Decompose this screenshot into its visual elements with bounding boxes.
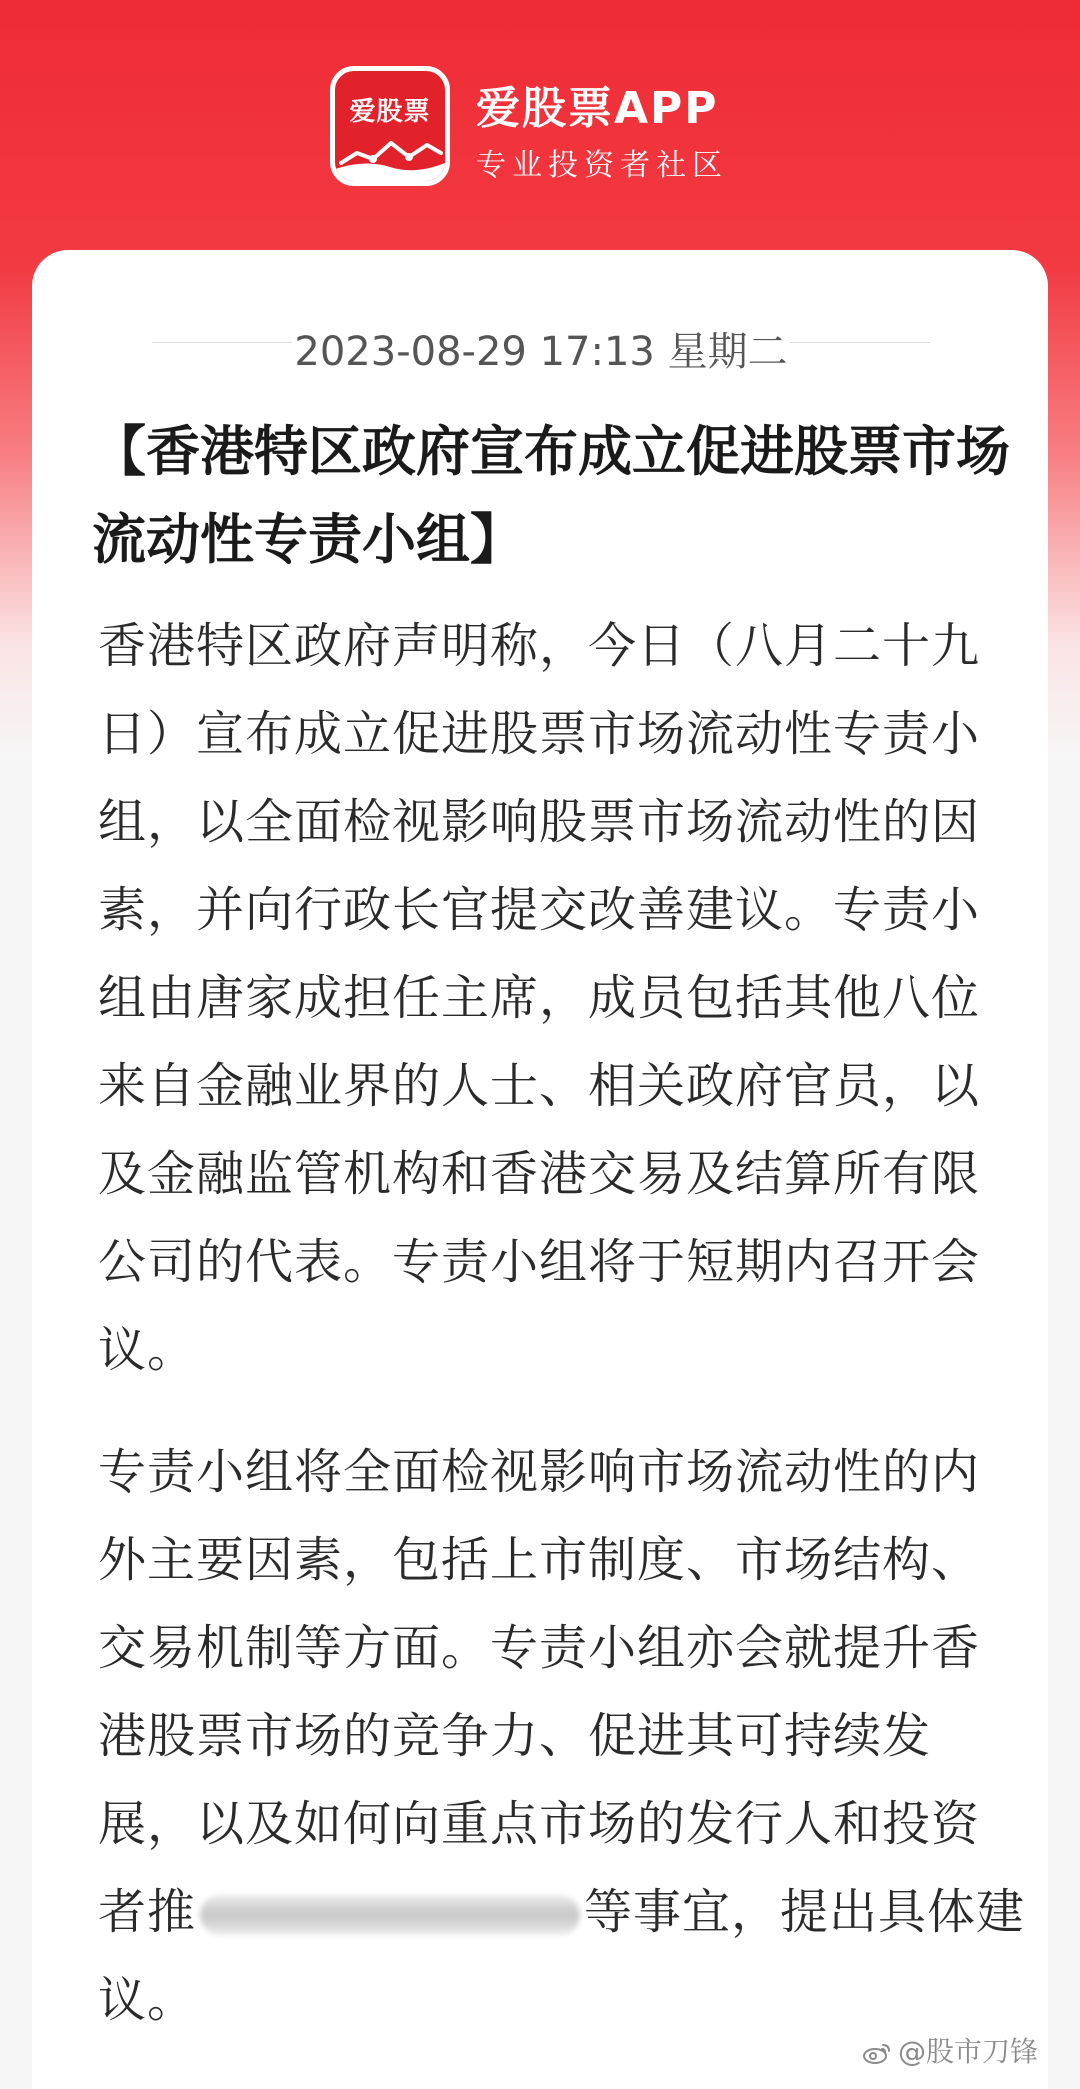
- date-row: [32, 312, 1048, 375]
- divider-right: [790, 342, 930, 343]
- watermark-text: @股市刀锋: [897, 2035, 1038, 2068]
- article-paragraph-2: [98, 1428, 1028, 2044]
- paragraph-2-text-end: 等事宜，提出具体建议。: [98, 1884, 1026, 2028]
- blurred-text-mask: [200, 1895, 580, 1935]
- app-header: [0, 0, 1080, 250]
- article-card: [32, 250, 1048, 2089]
- paragraph-2-text-start: 专责小组将全面检视影响市场流动性的内外主要因素，包括上市制度、市场结构、交易机制等方面。专责小组亦会就提升香港股票市场的竞争力、促进其可持续发展，以及如何向重点市场的发行人和投资者推: [98, 1444, 981, 1940]
- weibo-icon: [862, 2041, 892, 2065]
- weibo-watermark: [862, 2030, 1038, 2070]
- app-name: 爱股票APP: [476, 83, 719, 134]
- article-title: 【香港特区政府宣布成立促进股票市场流动性专责小组】: [92, 420, 1010, 571]
- article-paragraph-1: 香港特区政府声明称，今日（八月二十九日）宣布成立促进股票市场流动性专责小组，以全面检视影响股票市场流动性的因素，并向行政长官提交改善建议。专责小组由唐家成担任主席，成员包括其他八位来自金融业界的人士、相关政府官员，以及金融监管机构和香港交易及结算所有限公司的代表。专责小组将于短期内召开会议。: [98, 618, 981, 1378]
- divider-left: [152, 342, 292, 343]
- app-logo: [330, 66, 450, 186]
- chart-line-icon: [335, 123, 445, 181]
- app-slogan: 专业投资者社区: [476, 148, 728, 183]
- article-datetime: 2023-08-29 17:13 星期二: [294, 329, 788, 375]
- app-logo-text: 爱股票: [349, 97, 431, 127]
